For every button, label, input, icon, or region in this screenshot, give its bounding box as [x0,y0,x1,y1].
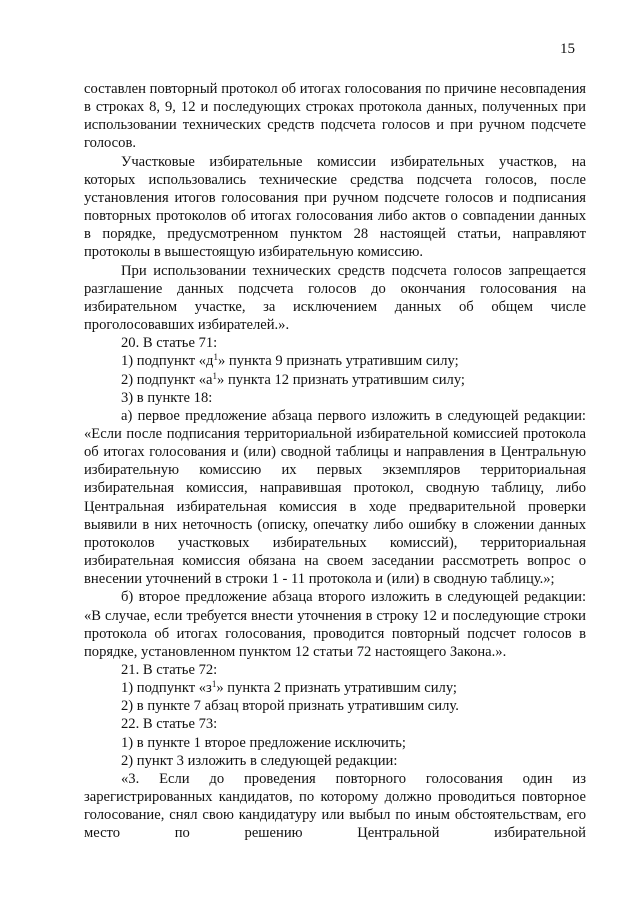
text-run: а) первое предложение абзаца первого изложить в следующей редакции: «Если после подписания территориальной избирательной комиссией протокола об итогах голосования и (или) сводной таблицы и направления в Центральную избирательную комиссию их первых экземпляров территориальная избирательная комиссия, направившая протокол, сводную таблицу, либо Центральная избирательная комиссия в ходе предварительной проверки выявили в них неточность (описку, опечатку либо ошибку в сложении данных протоколов участковых избирательных комиссий), территориальная избирательная комиссия обязана на своем заседании рассмотреть вопрос о внесении уточнений в строки 1 - 11 протокола и (или) в сводную таблицу.»; [84,407,586,588]
text-run: 1) в пункте 1 второе предложение исключить; [121,734,406,751]
text-run: 3) в пункте 18: [121,389,213,406]
text-run: 21. В статье 72: [121,662,218,678]
paragraph [84,334,586,352]
text-run: 2) в пункте 7 абзац второй признать утратившим силу. [121,698,459,715]
paragraph [84,80,586,153]
text-run: 2) пункт 3 изложить в следующей редакции: [121,752,398,769]
text-run: » пункта 2 признать утратившим силу; [216,680,457,697]
paragraph [84,661,586,679]
text-run: 22. В статье 73: [121,716,218,733]
text-run: 20. В статье 71: [121,335,218,352]
paragraph [84,734,586,752]
paragraph [84,389,586,407]
paragraph [84,153,586,262]
paragraph [84,588,586,661]
page-number: 15 [560,41,575,57]
text-run: 1) подпункт «з [121,680,212,697]
text-run: » пункта 9 признать утратившим силу; [217,353,459,370]
superscript: 1 [212,370,218,381]
text-run: » пункта 12 признать утратившим силу; [217,371,465,388]
paragraph [84,371,586,389]
text-run: «3. Если до проведения повторного голосования один из зарегистрированных кандидатов, по которому должно проводиться повторное голосование, снял свою кандидатуру или выбыл по иным обстоятельствам, его место по решению Центральной избирательной [84,770,586,842]
paragraph [84,407,586,589]
text-run: При использовании технических средств подсчета голосов запрещается разглашение данных подсчета голосов до окончания голосования на избирательном участке, за исключением данных об общем числе проголосовавших избирателей.». [84,262,586,334]
paragraph [84,697,586,715]
text-run: б) второе предложение абзаца второго изложить в следующей редакции: «В случае, если требуется внести уточнения в строку 12 и последующие строки протокола об итогах голосования, проводится повторный подсчет голосов в порядке, установленном пунктом 12 статьи 72 настоящего Закона.». [84,589,586,660]
superscript: 1 [211,679,217,690]
paragraph [84,352,586,370]
paragraph [84,679,586,697]
text-run: 1) подпункт «д [121,353,214,370]
text-run: Участковые избирательные комиссии избирательных участков, на которых использовались технические средства подсчета голосов, после установления итогов голосования при ручном подсчете голосов и подписания повторных протоколов об итогах голосования либо актов о совпадении данных в порядке, предусмотренном пунктом 28 настоящей статьи, направляют протоколы в вышестоящую избирательную комиссию. [84,153,586,261]
text-run: составлен повторный протокол об итогах голосования по причине несовпадения в строках 8, 9, 12 и последующих строках протокола данных, полученных при использовании технических средств подсчета голосов и при ручном подсчете голосов. [84,81,586,152]
superscript: 1 [213,352,218,363]
document-body [84,80,586,843]
text-run: 2) подпункт «а [121,371,213,388]
paragraph [84,262,586,335]
paragraph [84,770,586,843]
paragraph [84,715,586,733]
paragraph [84,752,586,770]
